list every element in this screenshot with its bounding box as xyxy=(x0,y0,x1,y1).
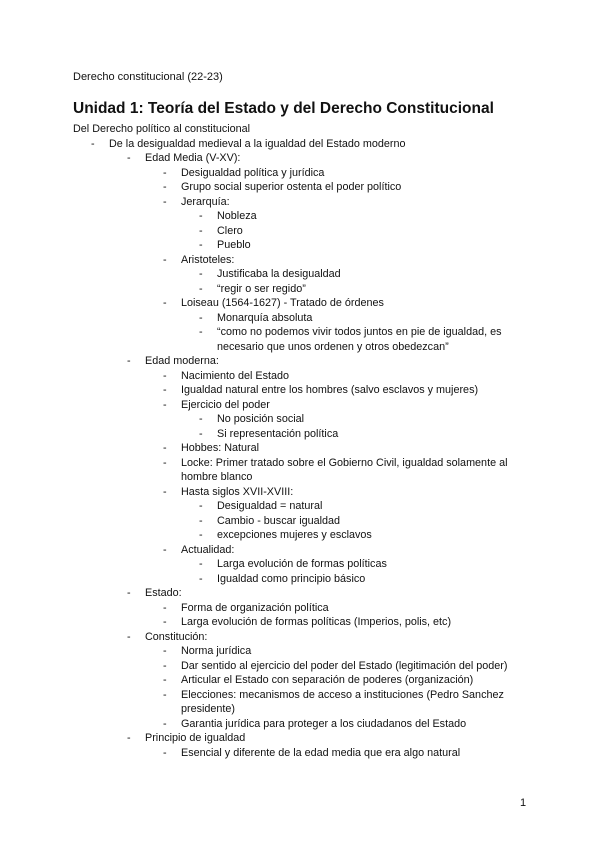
outline-item-text: Igualdad como principio básico xyxy=(217,572,366,585)
bullet-dash-icon: - xyxy=(199,282,203,295)
outline-item xyxy=(73,398,533,413)
outline-item-text: Aristoteles: xyxy=(181,253,235,266)
outline-item xyxy=(73,601,533,616)
bullet-dash-icon: - xyxy=(199,224,203,237)
outline-item-text: Clero xyxy=(217,224,243,237)
outline-item xyxy=(73,151,533,166)
bullet-dash-icon: - xyxy=(127,355,131,367)
outline-item-text: Pueblo xyxy=(217,239,251,251)
outline-item xyxy=(73,659,533,674)
bullet-dash-icon: - xyxy=(127,152,131,164)
outline-item xyxy=(73,543,533,558)
outline-item-text: Garantia jurídica para proteger a los ciudadanos del Estado xyxy=(181,717,467,730)
outline-item-text: Hasta siglos XVII-XVIII: xyxy=(181,485,294,498)
outline-item xyxy=(73,485,533,500)
bullet-dash-icon: - xyxy=(199,500,203,512)
bullet-dash-icon: - xyxy=(163,616,167,628)
bullet-dash-icon: - xyxy=(199,529,203,541)
bullet-dash-icon: - xyxy=(199,326,203,338)
bullet-dash-icon: - xyxy=(163,485,167,498)
outline-item-text: “regir o ser regido” xyxy=(217,282,306,295)
outline-item xyxy=(73,746,533,761)
bullet-dash-icon: - xyxy=(163,297,167,309)
bullet-dash-icon: - xyxy=(163,659,167,672)
outline-item-text: Dar sentido al ejercicio del poder del Estado (legitimación del poder) xyxy=(181,659,508,672)
outline-item-text: Jerarquía: xyxy=(181,195,230,208)
outline-item-text: excepciones mujeres y esclavos xyxy=(217,529,372,541)
outline-item xyxy=(73,412,533,427)
outline-item xyxy=(73,383,533,398)
outline-item xyxy=(73,238,533,253)
outline-item xyxy=(73,354,533,369)
outline-item xyxy=(73,137,533,152)
outline-item xyxy=(73,630,533,645)
outline-item xyxy=(73,688,533,717)
outline-item-text: Hobbes: Natural xyxy=(181,442,260,454)
outline-list xyxy=(73,122,533,760)
outline-item-text: Constitución: xyxy=(145,630,208,643)
outline-item xyxy=(73,427,533,442)
outline-item-text: Del Derecho político al constitucional xyxy=(73,123,251,135)
document-header: Derecho constitucional (22-23) xyxy=(73,71,223,83)
outline-item-text: Ejercicio del poder xyxy=(181,398,270,411)
outline-item-text: Nacimiento del Estado xyxy=(181,369,290,382)
outline-item xyxy=(73,673,533,688)
outline-item-text: Articular el Estado con separación de poderes (organización) xyxy=(181,674,474,686)
outline-item xyxy=(73,282,533,297)
outline-item xyxy=(73,325,533,354)
bullet-dash-icon: - xyxy=(163,166,167,179)
bullet-dash-icon: - xyxy=(199,514,203,527)
outline-item xyxy=(73,615,533,630)
bullet-dash-icon: - xyxy=(163,601,167,614)
outline-item xyxy=(73,572,533,587)
bullet-dash-icon: - xyxy=(163,384,167,396)
bullet-dash-icon: - xyxy=(127,587,131,599)
outline-item-text: Desigualdad = natural xyxy=(217,500,323,512)
outline-item-text: Norma jurídica xyxy=(181,645,252,657)
bullet-dash-icon: - xyxy=(163,688,167,701)
bullet-dash-icon: - xyxy=(127,630,131,643)
bullet-dash-icon: - xyxy=(163,181,167,193)
bullet-dash-icon: - xyxy=(199,427,203,440)
outline-item xyxy=(73,717,533,732)
outline-item xyxy=(73,731,533,746)
outline-item-text: Forma de organización política xyxy=(181,601,329,614)
outline-item-text: De la desigualdad medieval a la igualdad del Estado moderno xyxy=(109,137,406,150)
outline-item-text: No posición social xyxy=(217,413,305,425)
outline-item-text: “como no podemos vivir todos juntos en pie de igualdad, es necesario que unos ordenen y otros obedezcan” xyxy=(217,326,502,353)
outline-item-text: Larga evolución de formas políticas (Imperios, polis, etc) xyxy=(181,616,452,628)
outline-item-text: Elecciones: mecanismos de acceso a instituciones (Pedro Sanchez presidente) xyxy=(181,688,504,715)
outline-item xyxy=(73,557,533,572)
bullet-dash-icon: - xyxy=(163,442,167,454)
bullet-dash-icon: - xyxy=(199,268,203,280)
bullet-dash-icon: - xyxy=(163,195,167,208)
outline-item-text: Esencial y diferente de la edad media que era algo natural xyxy=(181,746,461,759)
outline-item-text: Desigualdad política y jurídica xyxy=(181,166,325,179)
outline-item-text: Nobleza xyxy=(217,210,257,222)
bullet-dash-icon: - xyxy=(127,732,131,744)
bullet-dash-icon: - xyxy=(199,311,203,324)
outline-item xyxy=(73,311,533,326)
outline-item xyxy=(73,441,533,456)
bullet-dash-icon: - xyxy=(199,558,203,570)
outline-item-text: Si representación política xyxy=(217,427,339,440)
outline-item xyxy=(73,499,533,514)
outline-item-text: Estado: xyxy=(145,587,182,599)
outline-item-text: Edad Media (V-XV): xyxy=(145,152,241,164)
outline-item xyxy=(73,180,533,195)
outline-item xyxy=(73,195,533,210)
outline-item xyxy=(73,224,533,239)
bullet-dash-icon: - xyxy=(199,239,203,251)
bullet-dash-icon: - xyxy=(199,210,203,222)
outline-item-text: Edad moderna: xyxy=(145,355,219,367)
bullet-dash-icon: - xyxy=(163,746,167,759)
outline-item xyxy=(73,296,533,311)
bullet-dash-icon: - xyxy=(163,674,167,686)
bullet-dash-icon: - xyxy=(163,543,167,556)
page-number: 1 xyxy=(520,797,527,809)
outline-item-text: Grupo social superior ostenta el poder político xyxy=(181,181,402,193)
outline-item xyxy=(73,514,533,529)
bullet-dash-icon: - xyxy=(163,253,167,266)
outline-item xyxy=(73,456,533,485)
outline-item xyxy=(73,209,533,224)
outline-item-text: Locke: Primer tratado sobre el Gobierno Civil, igualdad solamente al hombre blanco xyxy=(181,456,508,483)
bullet-dash-icon: - xyxy=(163,717,167,730)
bullet-dash-icon: - xyxy=(199,413,203,425)
outline-item xyxy=(73,253,533,268)
bullet-dash-icon: - xyxy=(163,456,167,469)
outline-item xyxy=(73,166,533,181)
outline-item-text: Igualdad natural entre los hombres (salvo esclavos y mujeres) xyxy=(181,384,479,396)
bullet-dash-icon: - xyxy=(163,645,167,657)
outline-item xyxy=(73,528,533,543)
outline-item-text: Monarquía absoluta xyxy=(217,311,313,324)
outline-item xyxy=(73,586,533,601)
outline-item xyxy=(73,369,533,384)
bullet-dash-icon: - xyxy=(91,137,95,150)
outline-item xyxy=(73,122,533,137)
outline-item-text: Principio de igualdad xyxy=(145,732,246,744)
outline-item xyxy=(73,644,533,659)
outline-item-text: Loiseau (1564-1627) - Tratado de órdenes xyxy=(181,297,384,309)
outline-item-text: Larga evolución de formas políticas xyxy=(217,558,387,570)
outline-item xyxy=(73,267,533,282)
outline-item-text: Justificaba la desigualdad xyxy=(217,268,341,280)
bullet-dash-icon: - xyxy=(163,369,167,382)
outline-item-text: Cambio - buscar igualdad xyxy=(217,514,341,527)
bullet-dash-icon: - xyxy=(199,572,203,585)
outline-item-text: Actualidad: xyxy=(181,543,235,556)
bullet-dash-icon: - xyxy=(163,398,167,411)
page-title: Unidad 1: Teoría del Estado y del Derecho Constitucional xyxy=(73,100,494,117)
